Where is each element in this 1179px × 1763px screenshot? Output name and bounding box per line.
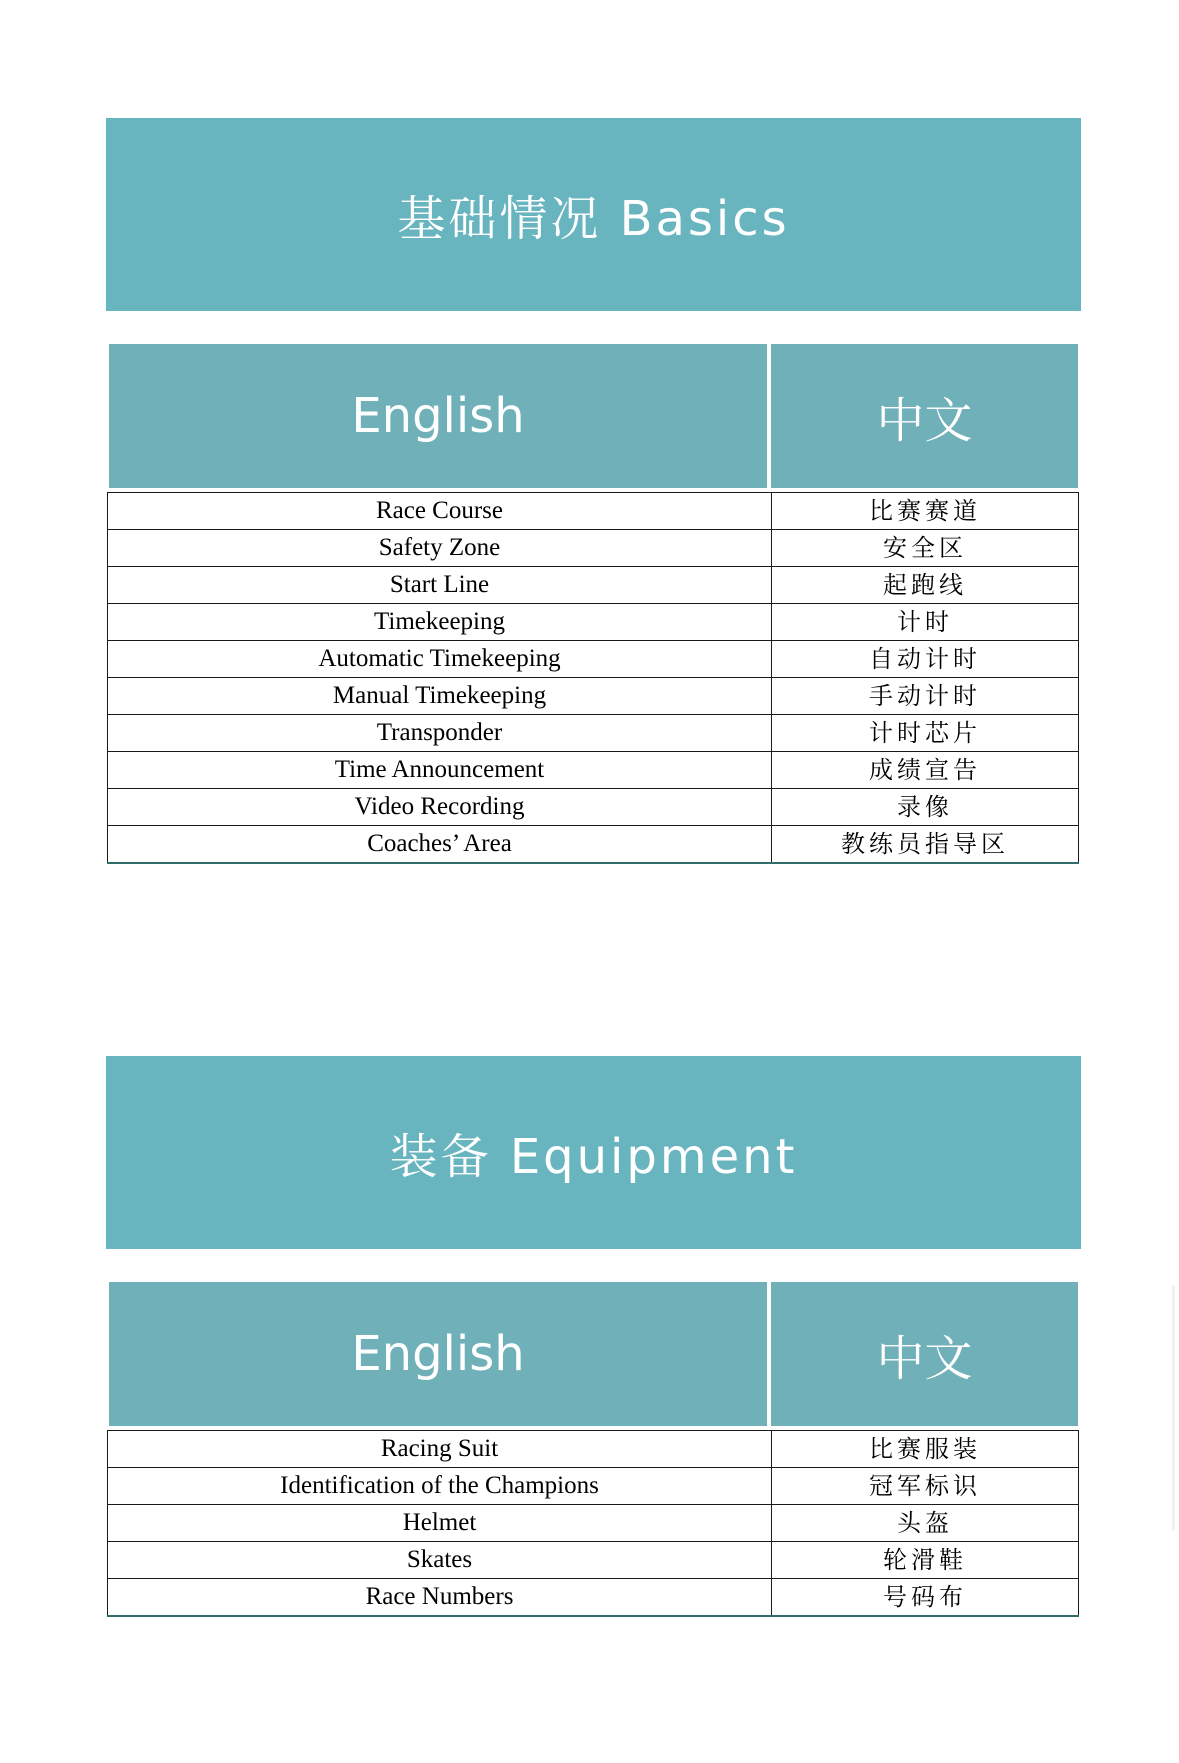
table-row: [108, 1431, 1079, 1468]
term-english: Timekeeping: [108, 604, 772, 641]
term-chinese: 安全区: [772, 530, 1079, 567]
table-row: [108, 715, 1079, 752]
term-chinese: 号码布: [772, 1579, 1079, 1617]
term-english: Race Course: [108, 493, 772, 530]
table-row: [108, 752, 1079, 789]
term-english: Manual Timekeeping: [108, 678, 772, 715]
term-chinese: 手动计时: [772, 678, 1079, 715]
table-header-equipment: [109, 1282, 1078, 1426]
term-chinese: 录像: [772, 789, 1079, 826]
table-row: [108, 1468, 1079, 1505]
column-header-english: English: [109, 344, 767, 488]
term-chinese: 教练员指导区: [772, 826, 1079, 864]
term-english: Start Line: [108, 567, 772, 604]
term-chinese: 计时芯片: [772, 715, 1079, 752]
column-header-chinese: 中文: [771, 1282, 1078, 1426]
term-english: Time Announcement: [108, 752, 772, 789]
term-english: Safety Zone: [108, 530, 772, 567]
table-row: [108, 641, 1079, 678]
table-row: [108, 493, 1079, 530]
table-row: [108, 604, 1079, 641]
equipment-terms-table: [107, 1430, 1079, 1617]
scrollbar-track[interactable]: [1172, 1285, 1175, 1530]
term-chinese: 计时: [772, 604, 1079, 641]
term-english: Helmet: [108, 1505, 772, 1542]
term-chinese: 比赛赛道: [772, 493, 1079, 530]
term-english: Race Numbers: [108, 1579, 772, 1617]
table-row: [108, 789, 1079, 826]
table-row: [108, 826, 1079, 864]
term-english: Racing Suit: [108, 1431, 772, 1468]
term-english: Automatic Timekeeping: [108, 641, 772, 678]
term-chinese: 起跑线: [772, 567, 1079, 604]
term-english: Coaches’ Area: [108, 826, 772, 864]
term-chinese: 冠军标识: [772, 1468, 1079, 1505]
table-row: [108, 1579, 1079, 1617]
term-english: Video Recording: [108, 789, 772, 826]
term-chinese: 头盔: [772, 1505, 1079, 1542]
term-english: Identification of the Champions: [108, 1468, 772, 1505]
table-row: [108, 567, 1079, 604]
term-chinese: 轮滑鞋: [772, 1542, 1079, 1579]
term-chinese: 自动计时: [772, 641, 1079, 678]
basics-terms-table: [107, 492, 1079, 864]
table-row: [108, 678, 1079, 715]
section-title-equipment: 装备 Equipment: [106, 1056, 1081, 1249]
term-english: Skates: [108, 1542, 772, 1579]
column-header-chinese: 中文: [771, 344, 1078, 488]
table-row: [108, 1542, 1079, 1579]
term-chinese: 比赛服装: [772, 1431, 1079, 1468]
table-row: [108, 1505, 1079, 1542]
table-row: [108, 530, 1079, 567]
section-title-basics: 基础情况 Basics: [106, 118, 1081, 311]
term-english: Transponder: [108, 715, 772, 752]
column-header-english: English: [109, 1282, 767, 1426]
term-chinese: 成绩宣告: [772, 752, 1079, 789]
table-header-basics: [109, 344, 1078, 488]
